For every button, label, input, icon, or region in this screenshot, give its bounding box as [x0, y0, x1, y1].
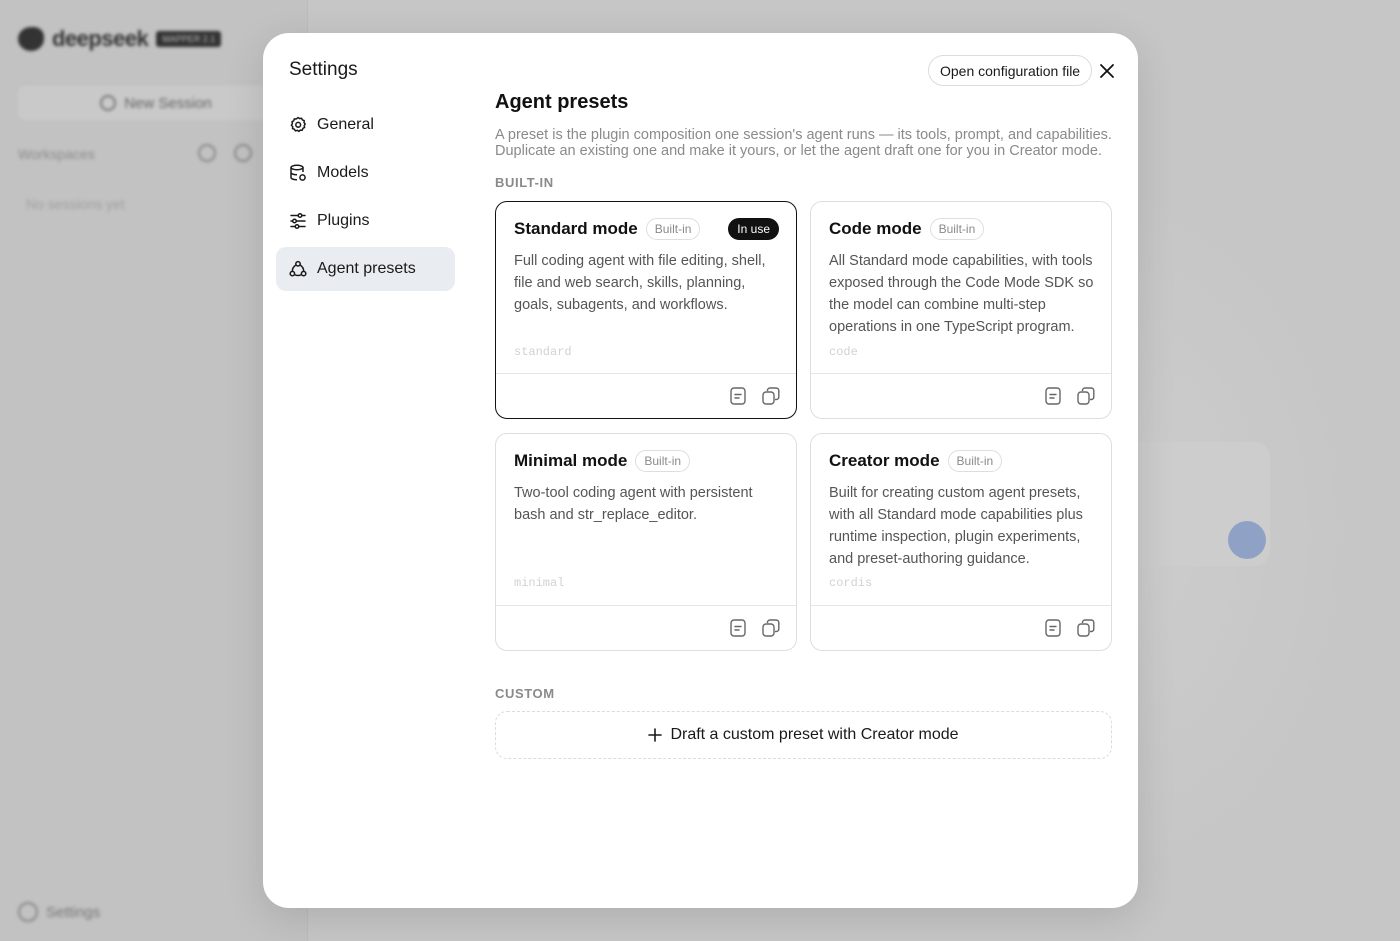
sidebar-settings-button[interactable] [18, 902, 100, 922]
preset-title: Standard mode [514, 219, 638, 238]
card-actions [811, 373, 1111, 418]
nav-label-agent-presets: Agent presets [317, 260, 416, 277]
in-use-badge: In use [728, 218, 779, 240]
sidebar-settings-label: Settings [46, 903, 101, 921]
duplicate-icon[interactable] [1076, 387, 1095, 406]
preset-card-standard[interactable] [495, 201, 797, 419]
preset-card-code[interactable] [810, 201, 1112, 419]
page-description: A preset is the plugin composition one session's agent runs — its tools, prompt, and capabilities. Duplicate an existing one and make it yours, or let the agent draft one for you in Creator mode. [495, 127, 1112, 159]
preset-description: Full coding agent with file editing, shell, file and web search, skills, planning, goals, subagents, and workflows. [514, 253, 766, 313]
view-document-icon[interactable] [1043, 619, 1062, 638]
preset-slug: code [829, 345, 858, 359]
view-document-icon[interactable] [1043, 387, 1062, 406]
preset-description: All Standard mode capabilities, with tools exposed through the Code Mode SDK so the model can combine multi-step operations in one TypeScript program. [829, 253, 1094, 335]
close-button[interactable] [1095, 59, 1119, 83]
preset-card-creator[interactable] [810, 433, 1112, 651]
duplicate-icon[interactable] [1076, 619, 1095, 638]
nav-item-models[interactable] [276, 151, 455, 195]
card-actions [496, 605, 796, 650]
settings-nav [276, 103, 455, 295]
agent-presets-panel [495, 91, 1112, 743]
card-header [514, 218, 700, 240]
nav-label-plugins: Plugins [317, 212, 370, 229]
draft-button-label: Draft a custom preset with Creator mode [670, 726, 959, 743]
duplicate-icon[interactable] [761, 619, 780, 638]
builtin-badge: Built-in [635, 450, 690, 472]
settings-modal [263, 33, 1138, 908]
workspace-actions [198, 144, 252, 162]
preset-slug: cordis [829, 576, 873, 590]
no-sessions-text: No sessions yet [26, 196, 125, 212]
sliders-icon [289, 212, 307, 230]
card-actions [496, 373, 796, 418]
builtin-section-label: BUILT-IN [495, 175, 554, 190]
agents-icon [289, 260, 307, 278]
page-title: Agent presets [495, 91, 629, 113]
builtin-badge: Built-in [930, 218, 985, 240]
gear-icon [18, 902, 38, 922]
custom-section-label: CUSTOM [495, 686, 555, 701]
workspaces-label: Workspaces [18, 146, 95, 162]
draft-custom-preset-button[interactable] [495, 711, 1112, 759]
plus-icon [648, 728, 662, 742]
card-header [829, 450, 1002, 472]
builtin-badge: Built-in [948, 450, 1003, 472]
brand-logo [18, 26, 221, 52]
whale-icon [18, 27, 44, 51]
preset-title: Code mode [829, 219, 922, 238]
view-document-icon[interactable] [728, 387, 747, 406]
duplicate-icon[interactable] [761, 387, 780, 406]
preset-card-minimal[interactable] [495, 433, 797, 651]
nav-item-agent-presets[interactable] [276, 247, 455, 291]
plus-circle-icon [100, 95, 116, 111]
modal-title: Settings [289, 59, 358, 80]
new-session-button[interactable] [16, 84, 296, 122]
nav-item-plugins[interactable] [276, 199, 455, 243]
card-actions [811, 605, 1111, 650]
background-sidebar [0, 0, 308, 941]
search-icon[interactable] [198, 144, 216, 162]
new-session-label: New Session [124, 94, 212, 112]
open-config-button[interactable]: Open configuration file [928, 55, 1092, 86]
preset-description: Built for creating custom agent presets, with all Standard mode capabilities plus runtime inspection, plugin experiments, and preset-authoring guidance. [829, 485, 1083, 567]
preset-slug: minimal [514, 576, 565, 590]
card-header [514, 450, 690, 472]
preset-description: Two-tool coding agent with persistent bash and str_replace_editor. [514, 485, 753, 523]
builtin-badge: Built-in [646, 218, 701, 240]
add-workspace-icon[interactable] [234, 144, 252, 162]
nav-label-general: General [317, 116, 374, 133]
background-fab [1228, 521, 1266, 559]
nav-item-general[interactable] [276, 103, 455, 147]
database-icon [289, 164, 307, 182]
preset-title: Minimal mode [514, 451, 628, 470]
preset-slug: standard [514, 345, 572, 359]
gear-icon [289, 116, 307, 134]
preset-title: Creator mode [829, 451, 940, 470]
view-document-icon[interactable] [728, 619, 747, 638]
close-icon [1099, 63, 1115, 79]
brand-name: deepseek [52, 26, 149, 51]
nav-label-models: Models [317, 164, 369, 181]
card-header [829, 218, 984, 240]
brand-badge: MAPPER 2.1 [156, 31, 221, 47]
